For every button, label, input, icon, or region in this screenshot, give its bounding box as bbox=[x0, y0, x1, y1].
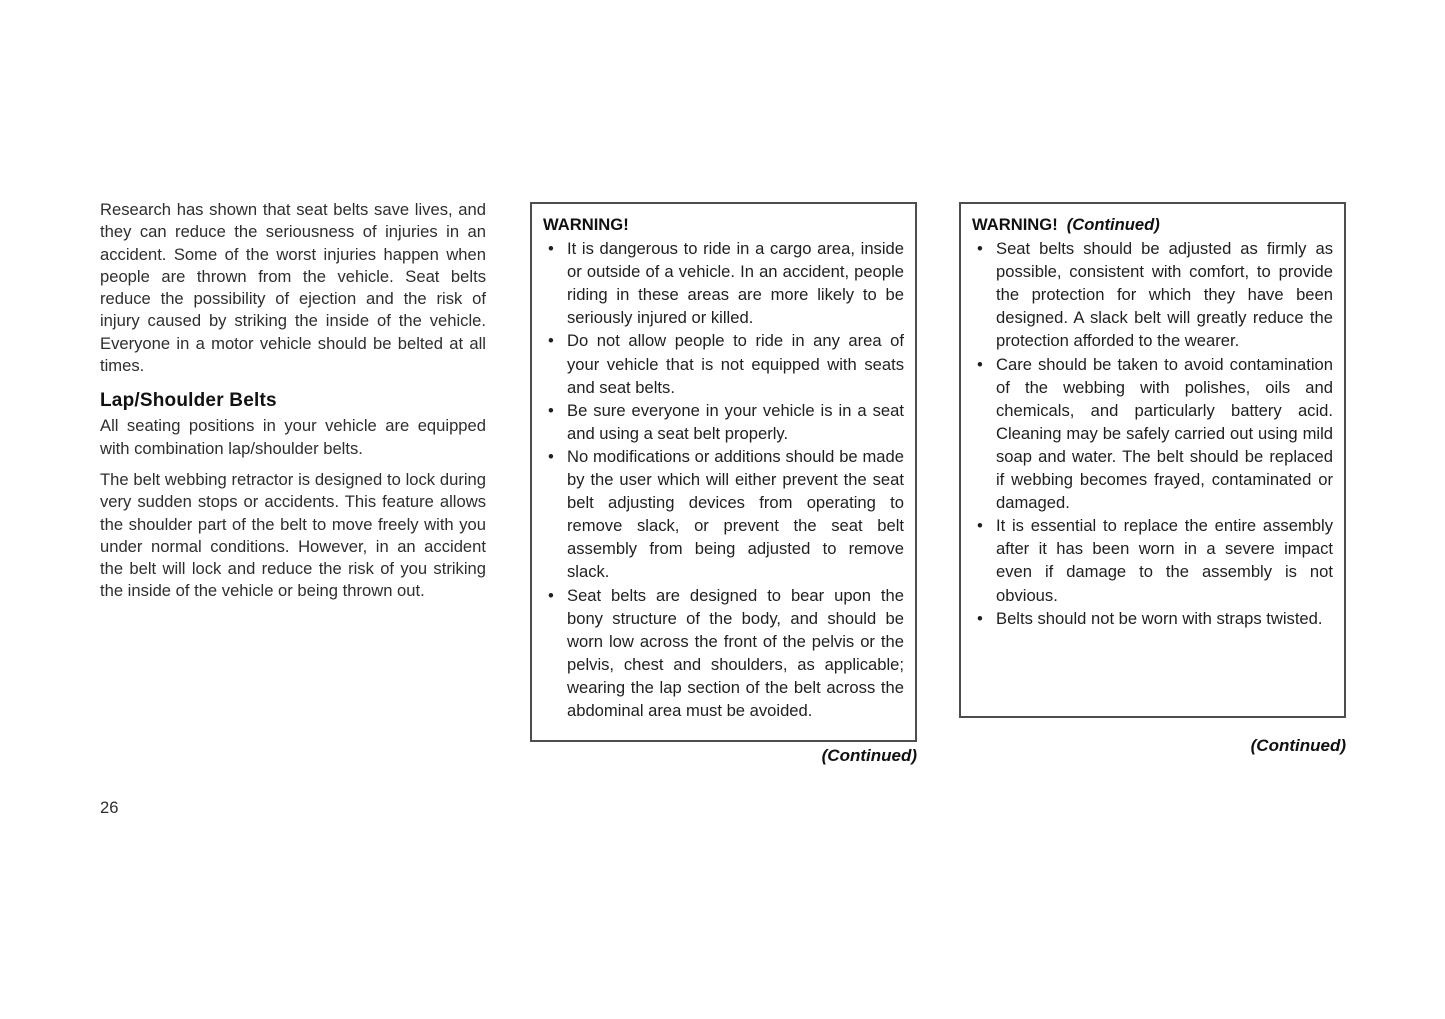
warning-box-1 bbox=[530, 202, 917, 742]
warning-item: • It is dangerous to ride in a cargo area, inside or outside of a vehicle. In an accident, people riding in these areas are more likely to be seriously injured or killed. bbox=[543, 237, 904, 329]
warning-list-1 bbox=[543, 237, 904, 722]
section-heading: Lap/Shoulder Belts bbox=[100, 390, 277, 412]
warning-item: • Seat belts are designed to bear upon the bony structure of the body, and should be worn low across the front of the pelvis or the pelvis, chest and shoulders, as applicable; wearing the lap section of the belt across the abdominal area must be avoided. bbox=[543, 584, 904, 723]
body-paragraph-2: The belt webbing retractor is designed to lock during very sudden stops or accidents. This feature allows the shoulder part of the belt to move freely with you under normal conditions. However, in an accident the belt will lock and reduce the risk of you striking the inside of the vehicle or being thrown out. bbox=[100, 469, 486, 601]
body-paragraph-1: All seating positions in your vehicle are equipped with combination lap/shoulder belts. bbox=[100, 416, 486, 458]
page-number: 26 bbox=[100, 798, 119, 817]
warning-list-2 bbox=[972, 237, 1333, 630]
warning-item: • Belts should not be worn with straps twisted. bbox=[972, 607, 1333, 630]
warning-title-2 bbox=[972, 213, 1333, 236]
warning-title-2-text: WARNING! bbox=[972, 215, 1058, 234]
continued-label-1: (Continued) bbox=[821, 746, 917, 765]
warning-item: • It is essential to replace the entire assembly after it has been worn in a severe impact even if damage to the assembly is not obvious. bbox=[972, 514, 1333, 606]
intro-paragraph: Research has shown that seat belts save lives, and they can reduce the seriousness of injuries in an accident. Some of the worst injuries happen when people are thrown from the vehicle. Seat belts reduce the possibility of ejection and the risk of injury caused by striking the inside of the vehicle. Everyone in a motor vehicle should be belted at all times. bbox=[100, 200, 486, 376]
warning-box-2 bbox=[959, 202, 1346, 718]
warning-title-2-continued: (Continued) bbox=[1066, 215, 1160, 234]
warning-title-1: WARNING! bbox=[543, 215, 629, 234]
left-column bbox=[100, 199, 486, 612]
warning-item: • No modifications or additions should be made by the user which will either prevent the seat belt adjusting devices from operating to remove slack, or prevent the seat belt assembly from being adjusted to remove slack. bbox=[543, 445, 904, 584]
warning-item: • Seat belts should be adjusted as firmly as possible, consistent with comfort, to provide the protection for which they have been designed. A slack belt will greatly reduce the protection afforded to the wearer. bbox=[972, 237, 1333, 352]
warning-item: • Be sure everyone in your vehicle is in a seat and using a seat belt properly. bbox=[543, 399, 904, 445]
warning-item: • Do not allow people to ride in any area of your vehicle that is not equipped with seats and seat belts. bbox=[543, 329, 904, 398]
warning-item: • Care should be taken to avoid contamination of the webbing with polishes, oils and chemicals, and particularly battery acid. Cleaning may be safely carried out using mild soap and water. The belt should be replaced if webbing becomes frayed, contaminated or damaged. bbox=[972, 353, 1333, 515]
continued-label-2: (Continued) bbox=[1250, 736, 1346, 755]
